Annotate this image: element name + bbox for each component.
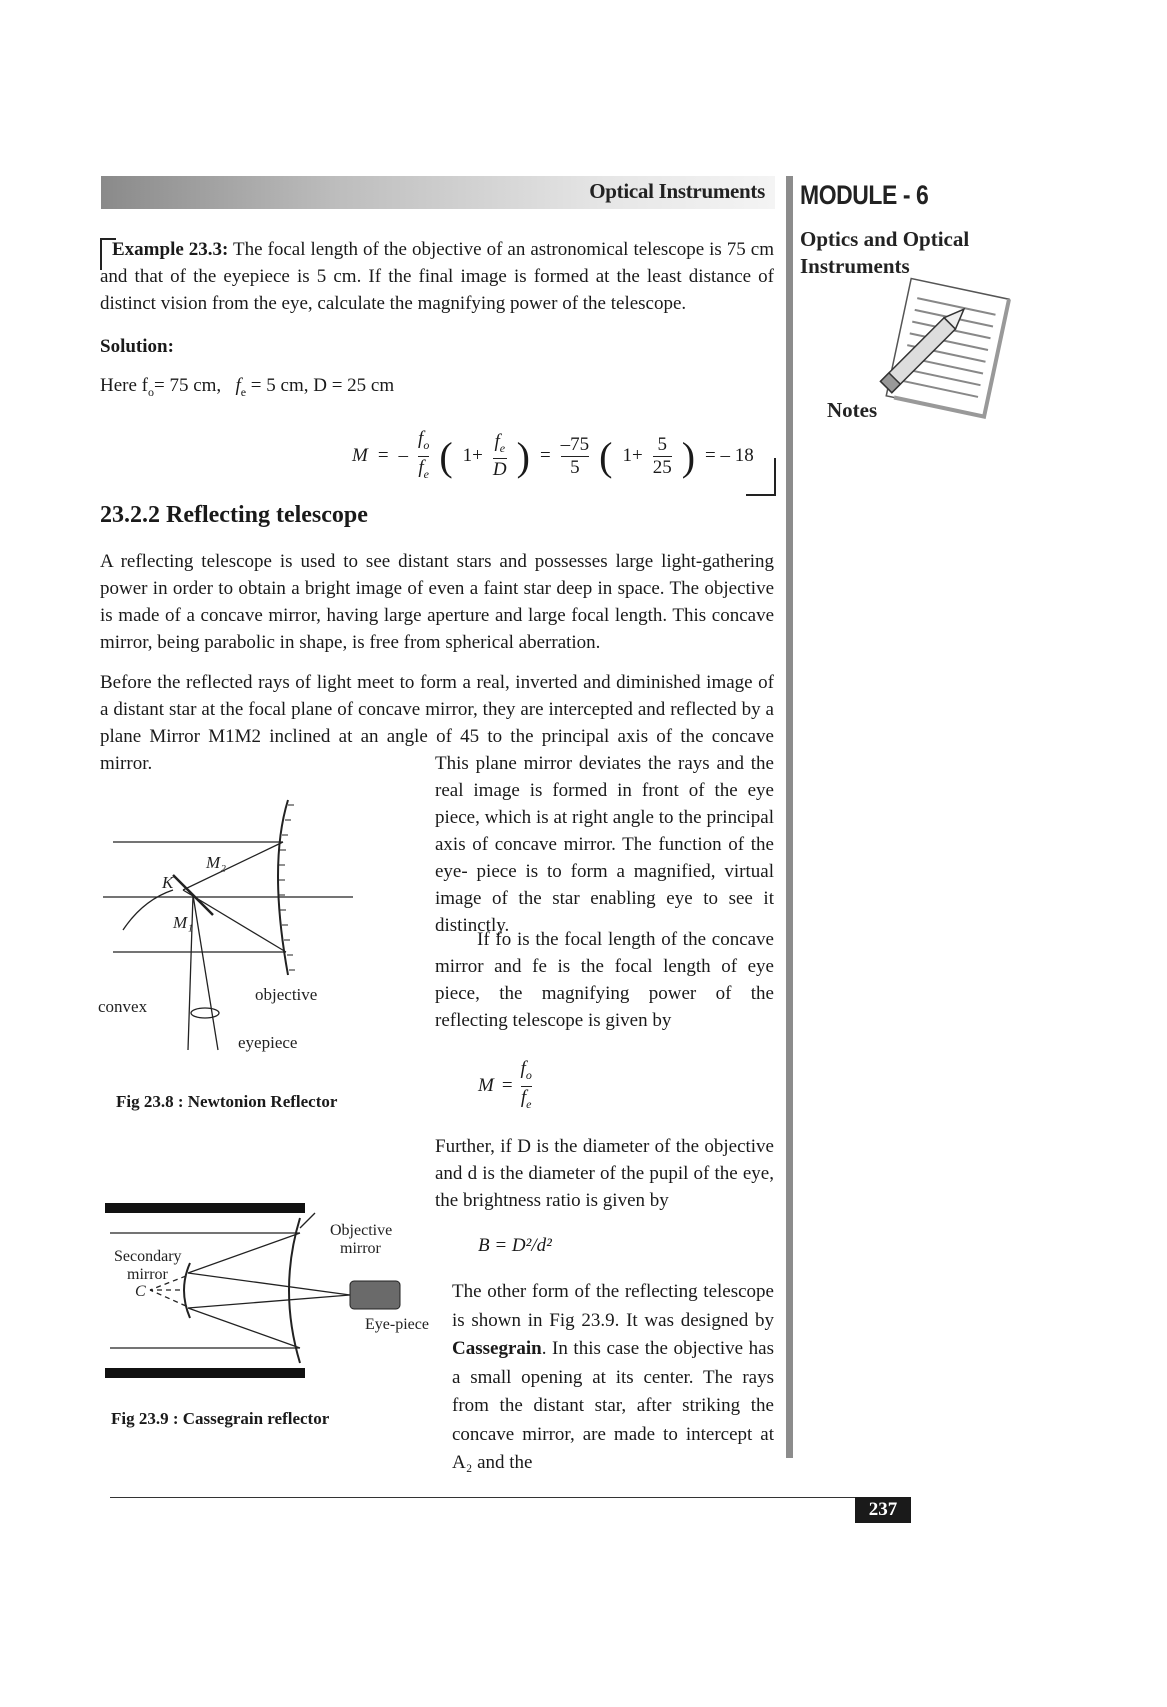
module-title: MODULE - 6 bbox=[800, 180, 929, 210]
given-values: Here $f_o= 75$ cm, $f_e = 5$ cm, D = 25 cm bbox=[100, 375, 395, 399]
formula-result: = – 18 bbox=[705, 445, 754, 466]
example-end-mark bbox=[746, 458, 776, 496]
label-objective: objective bbox=[255, 985, 318, 1004]
label-objective: Objective bbox=[330, 1222, 393, 1239]
label-m2: M₂ bbox=[206, 853, 227, 872]
cassegrain-reflector-diagram bbox=[100, 1198, 430, 1386]
magnification-formula: M = – $\frac{f_o}{f_e}$ ( 1+ $\frac{f_e}{D}$ ) = $\frac{-75}{5}$ ( 1+ $\frac{5}{25}$ ) = – 18 bbox=[352, 427, 754, 481]
page-number: 237 bbox=[855, 1497, 911, 1523]
example-text bbox=[100, 236, 774, 317]
chapter-title: Optical Instruments bbox=[589, 179, 765, 203]
label-eyepiece: eyepiece bbox=[238, 1033, 298, 1052]
margin-rule bbox=[786, 176, 793, 1458]
paragraph-2: Before the reflected rays of light meet to form a real, inverted and diminished image of a distant star at the focal plane of concave mirror, they are intercepted and reflected by a plane Mirror M1M2 inclined at an angle of 45 to the principal axis of the concave mirror. bbox=[100, 672, 774, 774]
reflector-magnification-formula: M = $\frac{f_o}{f_e}$ bbox=[478, 1058, 532, 1111]
paragraph-1: A reflecting telescope is used to see distant stars and possesses large light-gathering power in order to obtain a bright image of even a faint star deep in space. The objective is made of a concave mirror, having large aperture and large focal length. This concave mirror, being parabolic in shape, is free from spherical aberration. bbox=[100, 551, 774, 653]
label-secondary-mirror: mirror bbox=[127, 1266, 168, 1283]
section-heading: 23.2.2 Reflecting telescope bbox=[100, 502, 368, 528]
paragraph-4: If fo is the focal length of the concave mirror and fe is the focal length of eye piece, the magnifying power of the reflecting telescope is given by bbox=[435, 929, 774, 1031]
paragraph-5: Further, if D is the diameter of the objective and d is the diameter of the pupil of the eye, the brightness ratio is given by bbox=[435, 1136, 774, 1211]
label-eyepiece: Eye-piece bbox=[365, 1316, 429, 1333]
label-convex: convex bbox=[98, 997, 148, 1016]
footer-rule bbox=[110, 1497, 910, 1498]
example-body: The focal length of the objective of an astronomical telescope is 75 cm and that of the eyepiece is 5 cm. If the final image is formed at the least distance of distinct vision from the eye, calculate the magnifying power of the telescope. bbox=[100, 239, 774, 314]
solution-label: Solution: bbox=[100, 336, 174, 357]
fig-23-8-caption: Fig 23.8 : Newtonion Reflector bbox=[116, 1092, 338, 1111]
newtonian-reflector-diagram bbox=[98, 795, 368, 1065]
module-subtitle: Optics and Optical Instruments bbox=[800, 227, 970, 278]
fig-23-9-caption: Fig 23.9 : Cassegrain reflector bbox=[111, 1409, 330, 1428]
label-m1: M₁ bbox=[173, 913, 194, 932]
notes-label: Notes bbox=[827, 398, 878, 422]
label-secondary: Secondary bbox=[114, 1248, 182, 1265]
chapter-header-bar bbox=[101, 176, 775, 209]
paragraph-3: This plane mirror deviates the rays and the real image is formed in front of the eye piece, which is at right angle to the principal axis of concave mirror. The function of the eye- piece is to form a magnified, virtual image of the star enabling eye to see it distinctly. bbox=[435, 753, 774, 936]
example-label: Example 23.3: bbox=[112, 239, 229, 260]
label-c: C bbox=[135, 1283, 146, 1300]
brightness-formula: B = D²/d² bbox=[478, 1235, 552, 1256]
label-objective-mirror: mirror bbox=[340, 1240, 381, 1257]
pencil-notepad-icon bbox=[870, 266, 1030, 426]
paragraph-6: The other form of the reflecting telescope is shown in Fig 23.9. It was designed by Cassegrain. In this case the objective has a small opening at its center. The rays from the distant star, after striking the concave mirror, are made to intercept at A₂ and the bbox=[452, 1281, 774, 1473]
label-k: K bbox=[162, 873, 174, 892]
